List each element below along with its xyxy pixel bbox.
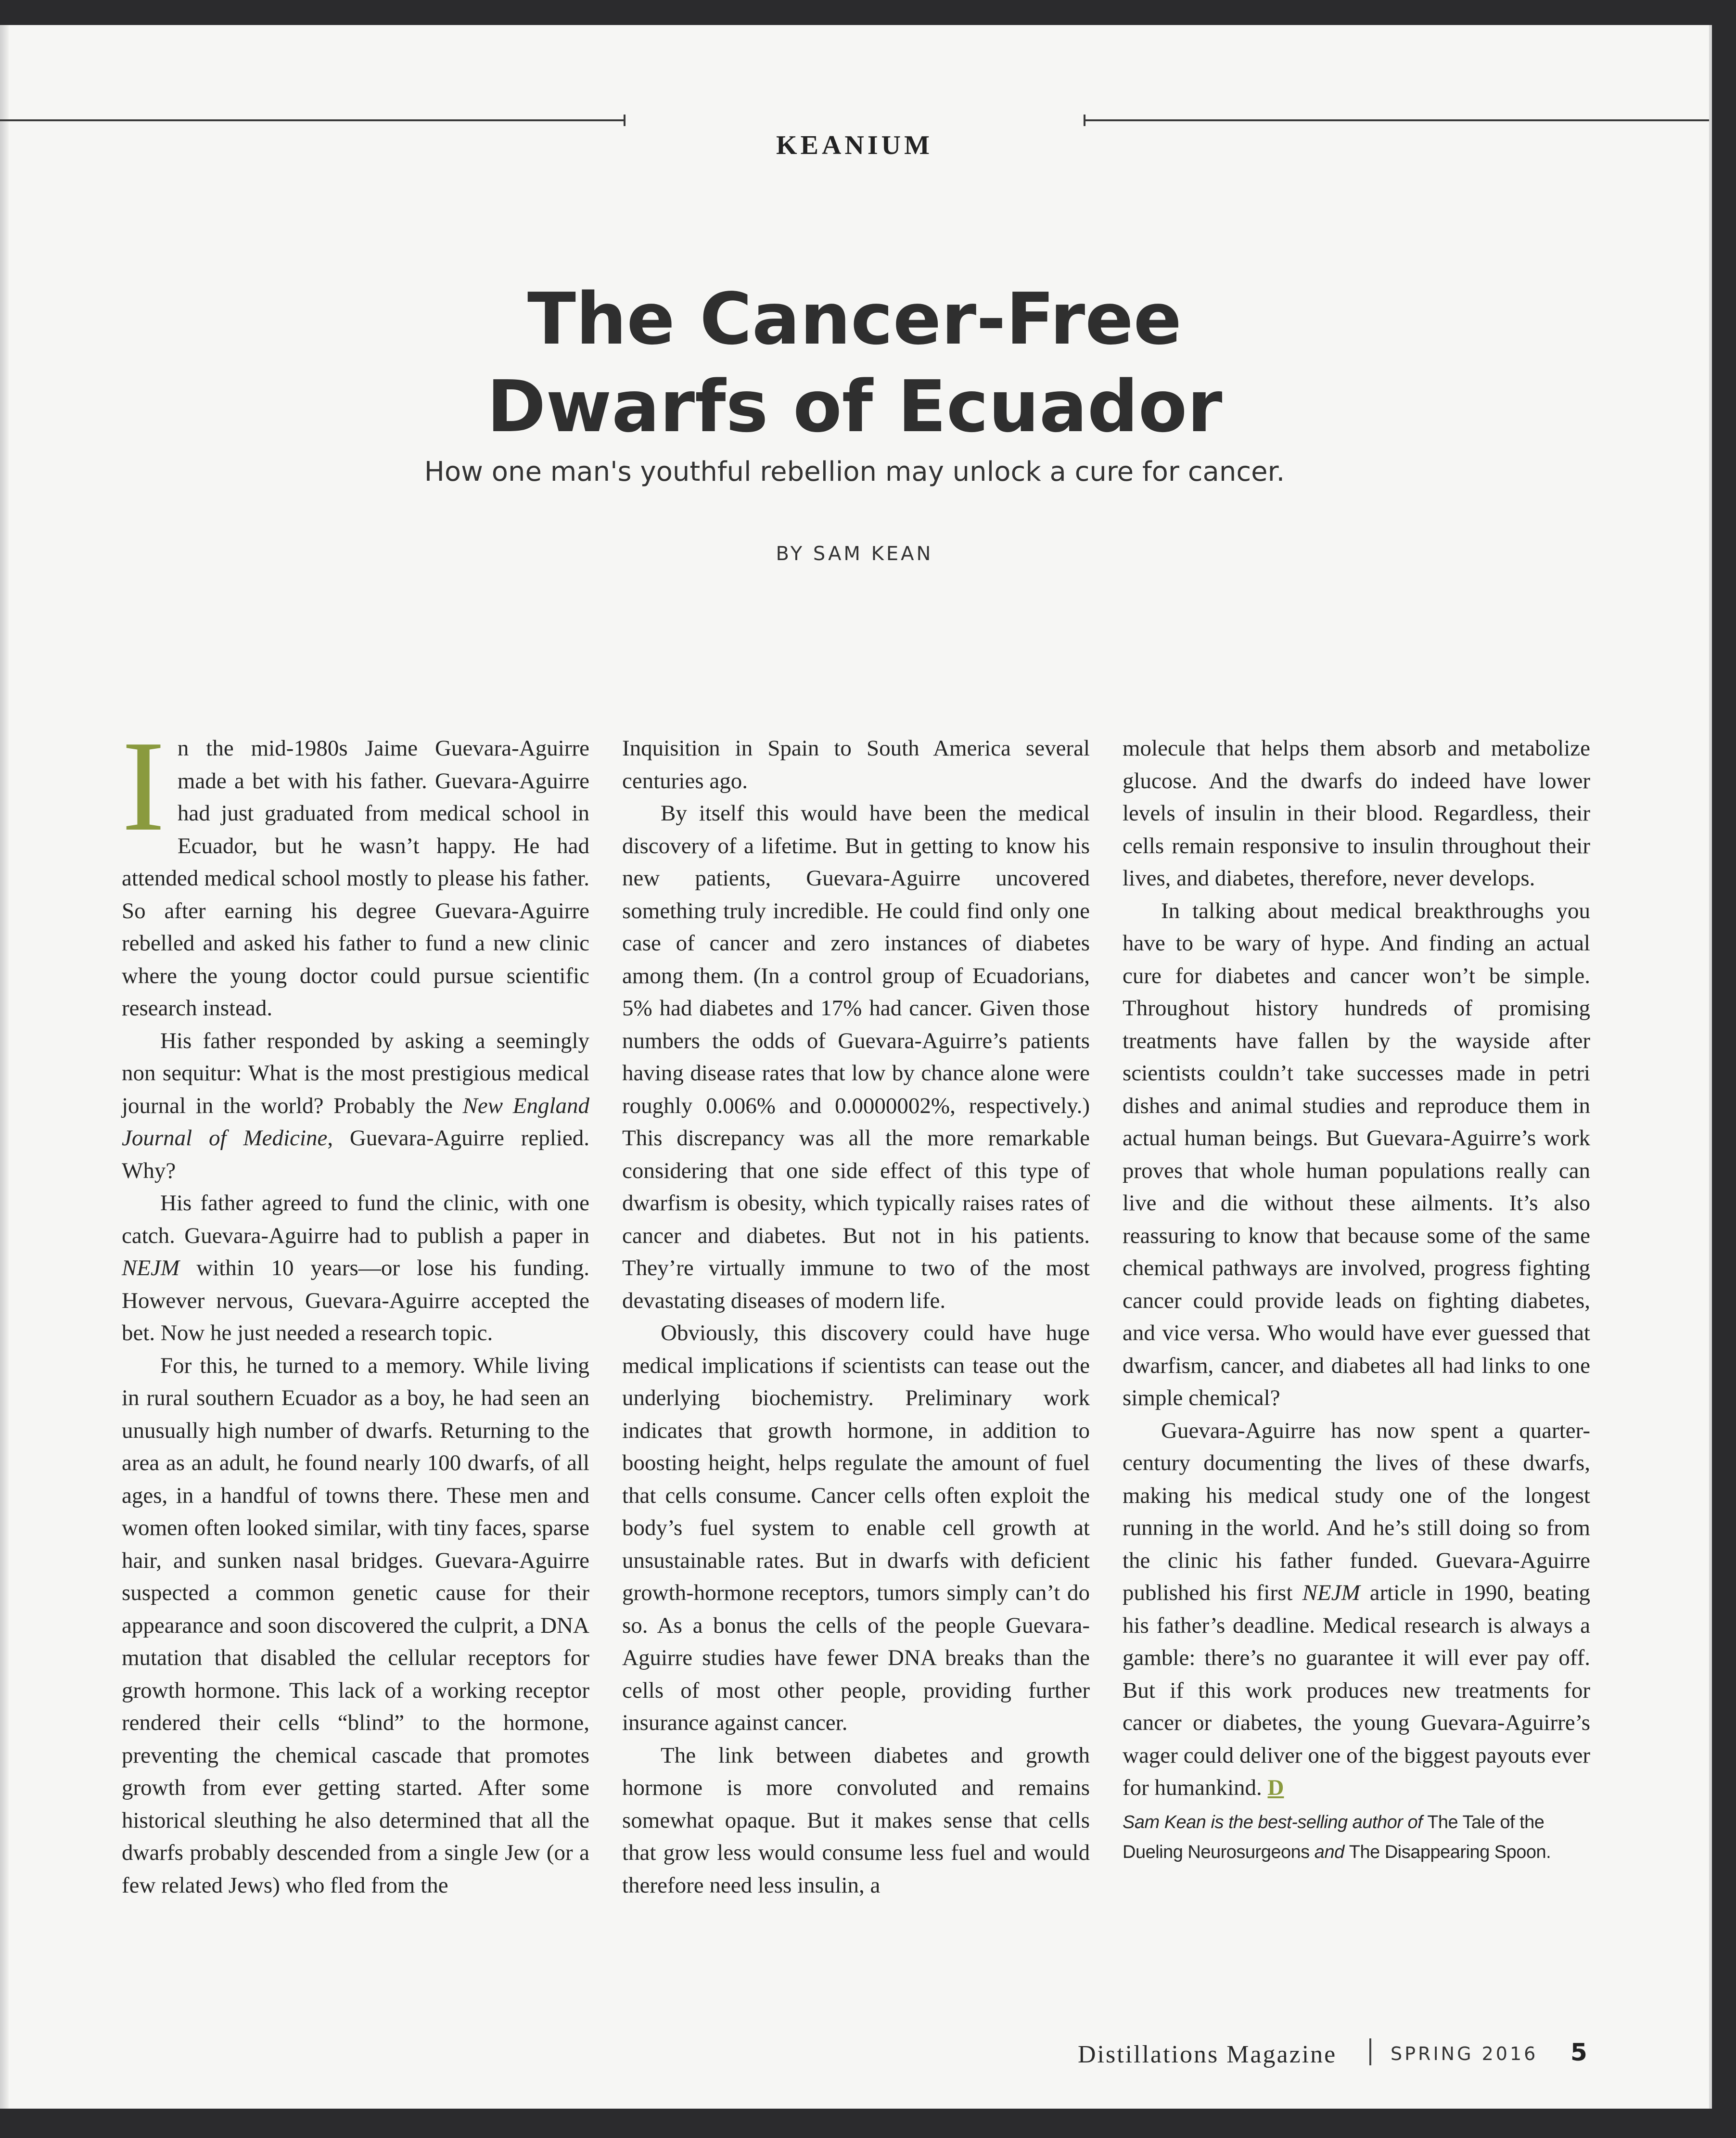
article-column-2: [622, 732, 1090, 1902]
paragraph-3-text-a: His father agreed to fund the clinic, with one catch. Guevara-Aguirre had to publish a paper in: [122, 1191, 589, 1248]
bio-text-a: Sam Kean is the best-selling author of: [1123, 1812, 1428, 1832]
header-rule-left-tick: [624, 115, 625, 126]
byline: BY SAM KEAN: [776, 543, 933, 565]
article-column-1: [122, 714, 590, 1902]
paragraph-8: In talking about medical breakthroughs you have to be wary of hype. And finding an actual cure for diabetes and cancer won’t be simple. Throughout history hundreds of promising treatments have fallen by the wayside after scientists couldn’t take successes made in petri dishes and animal studies and reproduce them in actual human beings. But Guevara-Aguirre’s work proves that whole human populations really can live and die without these ailments. It’s also reassuring to know that because some of the same chemical pathways are involved, progress fighting cancer could provide leads on fighting diabetes, and vice versa. Who would have ever guessed that dwarfism, cancer, and diabetes all had links to one simple chemical?: [1123, 898, 1590, 1410]
end-mark: D: [1267, 1775, 1284, 1800]
bio-book-2: The Disappearing Spoon.: [1349, 1842, 1551, 1862]
paragraph-3: [122, 1187, 589, 1350]
journal-abbrev: NEJM: [122, 1255, 180, 1280]
title-line-2: Dwarfs of Ecuador: [486, 365, 1223, 448]
paragraph-9-text-a: Guevara-Aguirre has now spent a quarter-century documenting the lives of these dwarfs, making his medical study one of the longest running in the world. And he’s still doing so from the clinic his father funded. Guevara-Aguirre published his first: [1123, 1418, 1590, 1605]
drop-cap: I: [122, 714, 165, 858]
paragraph-4-continued: Inquisition in Spain to South America several centuries ago.: [622, 736, 1090, 794]
header-rule-left: [0, 119, 625, 121]
footer-separator: [1369, 2038, 1371, 2065]
paragraph-3-text-b: within 10 years—or lose his funding. However nervous, Guevara-Aguirre accepted the bet. Now he just needed a research topic.: [122, 1255, 589, 1345]
article-subtitle: How one man's youthful rebellion may unlock a cure for cancer.: [424, 456, 1285, 487]
header-rule-right-tick: [1084, 115, 1085, 126]
paragraph-4: For this, he turned to a memory. While living in rural southern Ecuador as a boy, he had seen an unusually high number of dwarfs. Returning to the area as an adult, he found nearly 100 dwarfs, of all ages, in a handful of towns there. These men and women often looked similar, with tiny faces, sparse hair, and sunken nasal bridges. Guevara-Aguirre suspected a common genetic cause for their appearance and soon discovered the culprit, a DNA mutation that disabled the cellular receptors for growth hormone. This lack of a working receptor rendered their cells “blind” to the hormone, preventing the chemical cascade that promotes growth from ever getting started. After some historical sleuthing he also determined that all the dwarfs probably descended from a single Jew (or a few related Jews) who fled from the: [122, 1353, 589, 1898]
section-label: KEANIUM: [776, 130, 933, 160]
article-title: [0, 275, 1709, 450]
article-column-3: [1123, 732, 1590, 1867]
paragraph-6: Obviously, this discovery could have huge medical implications if scientists can tease out the underlying biochemistry. Preliminary work indicates that growth hormone, in addition to boosting height, helps regulate the amount of fuel that cells consume. Cancer cells often exploit the body’s fuel system to enable cell growth at unsustainable rates. But in dwarfs with deficient growth-hormone receptors, tumors simply can’t do so. As a bonus the cells of the people Guevara-Aguirre studies have fewer DNA breaks than the cells of most other people, providing further insurance against cancer.: [622, 1320, 1090, 1735]
author-bio-text: [1123, 1807, 1590, 1867]
paragraph-2-text-b: , Guevara-Aguirre replied. Why?: [122, 1126, 590, 1183]
journal-name: New England Journal of Medicine: [122, 1093, 590, 1151]
header-rule-right: [1084, 119, 1709, 121]
bio-book-1: The Tale of the Dueling Neurosurgeons: [1123, 1812, 1545, 1862]
bio-and: and: [1309, 1842, 1349, 1862]
paragraph-7: The link between diabetes and growth hormone is more convoluted and remains somewhat opaque. But it makes sense that cells that grow less would consume less fuel and would therefore need less insulin, a: [622, 1742, 1090, 1898]
journal-abbrev-2: NEJM: [1302, 1580, 1360, 1605]
paragraph-5: By itself this would have been the medical discovery of a lifetime. But in getting to know his new patients, Guevara-Aguirre uncovered something truly incredible. He could find only one case of cancer and zero instances of diabetes among them. (In a control group of Ecuadorians, 5% had diabetes and 17% had cancer. Given those numbers the odds of Guevara-Aguirre’s patients having disease rates that low by chance alone were roughly 0.006% and 0.0000002%, respectively.) This discrepancy was all the more remarkable considering that one side effect of this type of dwarfism is obesity, which typically raises rates of cancer and diabetes. But not in his patients. They’re virtually immune to two of the most devastating diseases of modern life.: [622, 801, 1090, 1313]
paragraph-1: [122, 714, 589, 1025]
footer-page-number: 5: [1570, 2038, 1587, 2066]
paragraph-2: [122, 1025, 589, 1188]
paragraph-9-text-b: article in 1990, beating his father’s deadline. Medical research is always a gamble: there’s no guarantee it will ever pay off. But if this work produces new treatments for cancer or diabetes, the young Guevara-Aguirre’s wager could deliver one of the biggest payouts ever for humankind.: [1123, 1580, 1590, 1800]
author-bio: [1123, 1807, 1590, 1867]
footer-issue-season: SPRING 2016: [1391, 2043, 1538, 2064]
title-line-1: The Cancer-Free: [527, 278, 1182, 360]
magazine-page: [0, 25, 1712, 2109]
paragraph-7-continued: molecule that helps them absorb and metabolize glucose. And the dwarfs do indeed have lower levels of insulin in their blood. Regardless, their cells remain responsive to insulin throughout their lives, and diabetes, therefore, never develops.: [1123, 736, 1590, 891]
paragraph-1-text: n the mid-1980s Jaime Guevara-Aguirre made a bet with his father. Guevara-Aguirre had just graduated from medical school in Ecuador, but he wasn’t happy. He had attended medical school mostly to please his father. So after earning his degree Guevara-Aguirre rebelled and asked his father to fund a new clinic where the young doctor could pursue scientific research instead.: [122, 736, 589, 1021]
paragraph-9: [1123, 1415, 1590, 1805]
paragraph-2-text-a: His father responded by asking a seemingly non sequitur: What is the most prestigious medical journal in the world? Probably the: [122, 1028, 589, 1118]
footer-magazine-name: Distillations Magazine: [1078, 2041, 1337, 2068]
